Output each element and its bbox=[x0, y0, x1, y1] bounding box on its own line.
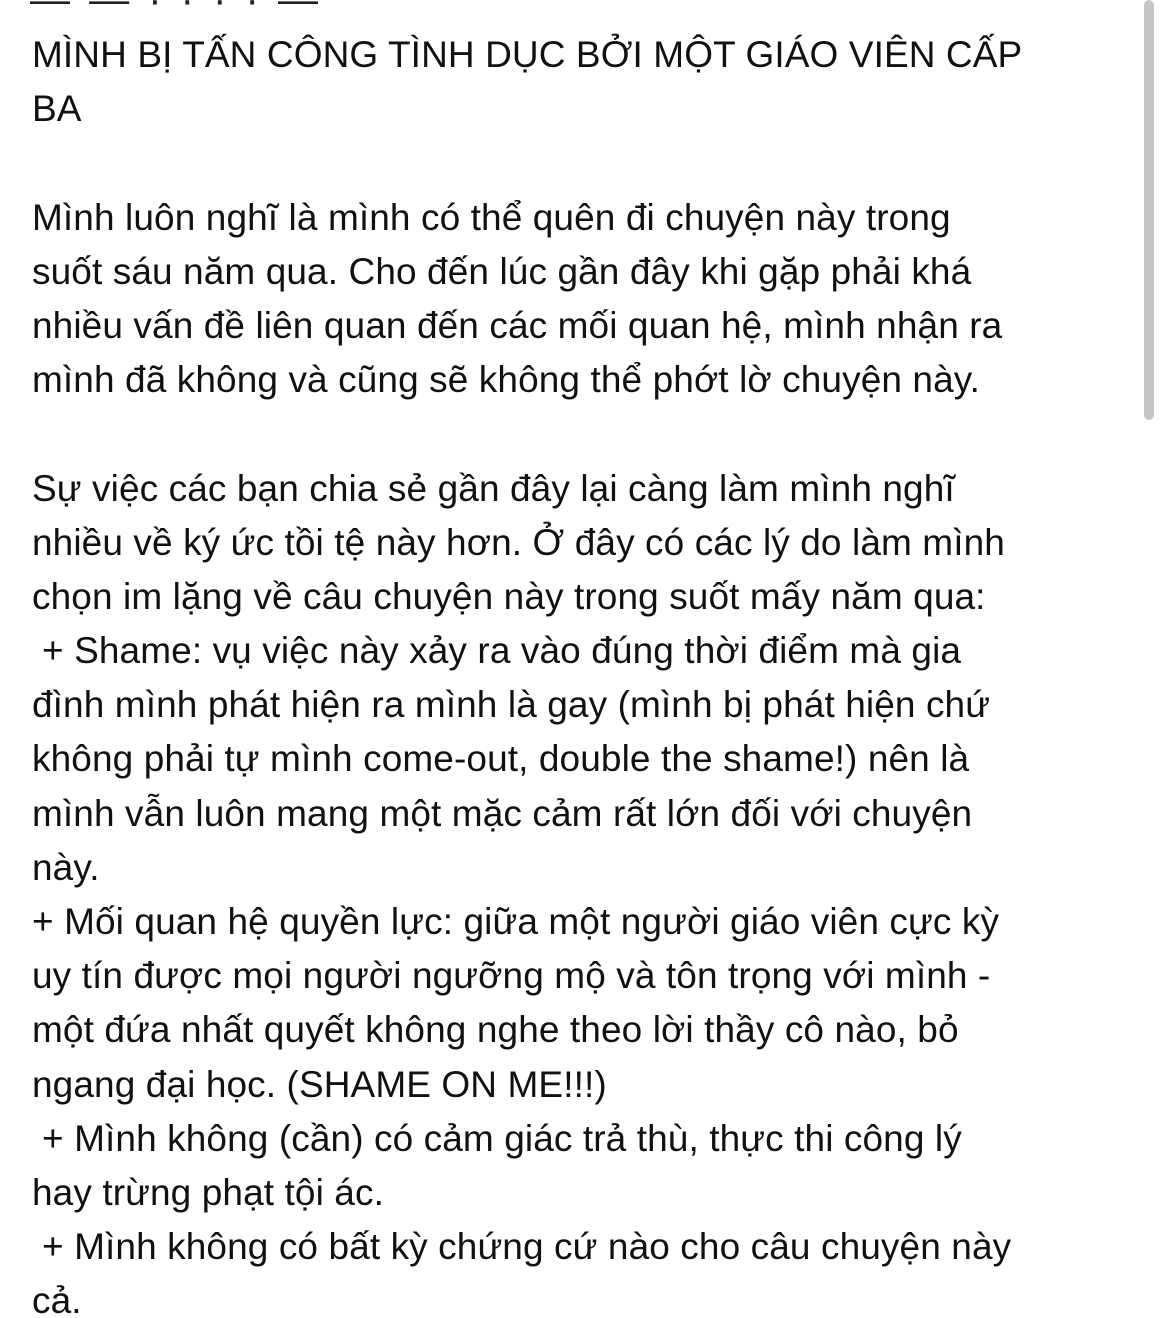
title-line: MÌNH BỊ TẤN CÔNG TÌNH DỤC BỞI MỘT GIÁO VIÊN CẤP bbox=[32, 34, 1023, 75]
paragraph-gap bbox=[32, 136, 1142, 190]
paragraph-line: nhiều về ký ức tồi tệ này hơn. Ở đây có các lý do làm mình bbox=[32, 521, 1005, 563]
reason-line: một đứa nhất quyết không nghe theo lời thầy cô nào, bỏ bbox=[32, 1009, 959, 1051]
post-body bbox=[32, 28, 1142, 1318]
reason-line: mình vẫn luôn mang một mặc cảm rất lớn đối với chuyện bbox=[32, 792, 973, 834]
reason-line: + Mình không có bất kỳ chứng cứ nào cho câu chuyện này bbox=[42, 1226, 1012, 1268]
scrollbar-track[interactable] bbox=[1150, 0, 1160, 1318]
reason-power bbox=[32, 895, 1142, 1112]
reason-line: cả. bbox=[32, 1280, 82, 1318]
scrollbar-thumb[interactable] bbox=[1144, 0, 1154, 420]
reason-shame bbox=[32, 624, 1142, 895]
reason-line: + Shame: vụ việc này xảy ra vào đúng thời điểm mà gia bbox=[42, 630, 962, 672]
paragraph-line: Mình luôn nghĩ là mình có thể quên đi chuyện này trong bbox=[32, 196, 951, 238]
reason-line: uy tín được mọi người ngưỡng mộ và tôn trọng với mình - bbox=[32, 955, 991, 997]
reason-revenge bbox=[32, 1112, 1142, 1220]
reason-line: + Mối quan hệ quyền lực: giữa một người giáo viên cực kỳ bbox=[32, 901, 1000, 942]
reason-line: ngang đại học. (SHAME ON ME!!!) bbox=[32, 1063, 607, 1105]
reason-line: hay trừng phạt tội ác. bbox=[32, 1171, 384, 1213]
paragraph-gap bbox=[32, 407, 1142, 461]
reason-line: đình mình phát hiện ra mình là gay (mình bị phát hiện chứ bbox=[32, 684, 991, 726]
paragraph-line: mình đã không và cũng sẽ không thể phớt lờ chuyện này. bbox=[32, 359, 981, 401]
paragraph-line: nhiều vấn đề liên quan đến các mối quan hệ, mình nhận ra bbox=[32, 304, 1003, 346]
clipped-previous-text: — — · · · · — bbox=[30, 0, 322, 22]
paragraph-reasons-intro bbox=[32, 462, 1142, 625]
paragraph-line: chọn im lặng về câu chuyện này trong suốt mấy năm qua: bbox=[32, 575, 986, 617]
post-title bbox=[32, 28, 1142, 136]
reason-line: này. bbox=[32, 846, 100, 888]
title-line: BA bbox=[32, 88, 82, 130]
paragraph-intro bbox=[32, 191, 1142, 408]
reason-evidence bbox=[32, 1220, 1142, 1318]
reason-line: + Mình không (cần) có cảm giác trả thù, thực thi công lý bbox=[42, 1117, 962, 1159]
paragraph-line: suốt sáu năm qua. Cho đến lúc gần đây khi gặp phải khá bbox=[32, 250, 972, 292]
paragraph-line: Sự việc các bạn chia sẻ gần đây lại càng làm mình nghĩ bbox=[32, 467, 955, 509]
reason-line: không phải tự mình come-out, double the shame!) nên là bbox=[32, 738, 970, 780]
